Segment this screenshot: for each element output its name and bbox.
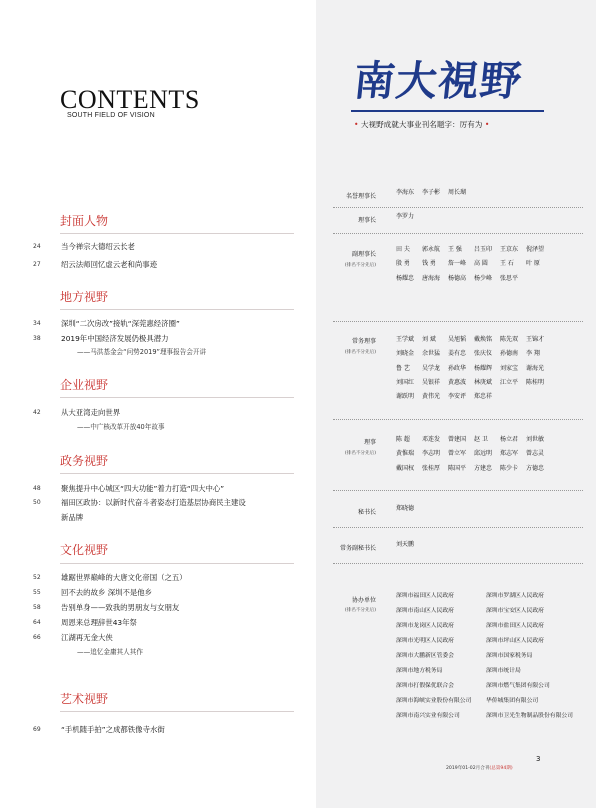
section-divider (60, 563, 294, 564)
member-name: 孙政华 (448, 364, 467, 372)
member-name: 杨立君 (500, 436, 519, 443)
dotted-divider (333, 321, 583, 322)
member-name: 唐海海 (422, 274, 441, 282)
cooperators-label: 协办单位 (351, 597, 376, 604)
page-number: 34 (33, 320, 41, 327)
member-name: 戴国权 (396, 464, 415, 472)
section-title: 封面人物 (60, 214, 109, 228)
page-number: 58 (33, 604, 41, 611)
section-divider (60, 233, 294, 234)
cooperator-name: 深圳市海峡实业股份有限公司 (396, 698, 472, 704)
toc-entry[interactable]: 福田区政协：以新时代奋斗者姿态打造基层协商民主建设 (61, 498, 246, 507)
logo-underline (351, 110, 544, 112)
cooperator-name: 深圳市统计局 (486, 668, 521, 674)
member-name: 陈国平 (448, 464, 467, 472)
board-role-label: 秘书长 (357, 509, 376, 516)
member-name: 姜有忠 (448, 350, 467, 358)
cooperators-column (396, 589, 471, 724)
cooperators-column (486, 589, 573, 724)
member-name: 陈桂明 (526, 378, 545, 386)
member-name: 谢海光 (526, 364, 545, 372)
cooperator-name: 华侨城集团有限公司 (486, 698, 539, 704)
member-name: 谢跃明 (396, 393, 415, 401)
member-name: 周长瑚 (448, 189, 467, 196)
page-number: 64 (33, 619, 41, 626)
issue-footer (446, 765, 513, 771)
section-title: 文化视野 (60, 543, 109, 557)
page-number: 52 (33, 574, 41, 581)
board-names (396, 502, 422, 516)
member-name: 吕玉印 (474, 246, 493, 253)
board-role-label: 名誉理事长 (345, 193, 376, 200)
toc-entry[interactable]: 告别单身——致我的男朋友与女朋友 (61, 603, 180, 612)
toc-entry[interactable]: 江湖再无金大侠 (61, 633, 113, 642)
member-name: 郑志军 (500, 450, 519, 458)
member-name: 吴银祥 (422, 378, 441, 386)
section-title: 政务视野 (60, 454, 109, 468)
member-name: 方建忠 (474, 464, 493, 472)
toc-entry-subtitle: ——追忆金庸其人其作 (77, 648, 143, 656)
member-name: 刘 斌 (422, 336, 436, 343)
dotted-divider (333, 207, 583, 208)
member-name: 李 翔 (526, 350, 540, 358)
member-name: 王学斌 (396, 336, 415, 343)
toc-entry[interactable]: 回不去的故乡 深圳不是他乡 (61, 588, 153, 597)
member-name: 陈少卡 (500, 464, 519, 472)
member-name: 李志明 (422, 450, 441, 458)
member-name: 李海东 (396, 189, 415, 196)
logo-text: 南大視野 (351, 57, 525, 105)
member-name: 鲁 艺 (396, 364, 410, 372)
dotted-divider (333, 563, 583, 564)
member-name: 郭永航 (422, 246, 441, 253)
toc-entry[interactable]: 当今禅宗大德绍云长老 (61, 242, 135, 251)
member-name: 王 强 (448, 246, 462, 253)
cooperator-name: 深圳市南兴实业有限公司 (396, 713, 460, 719)
board-names (396, 210, 422, 224)
member-name: 林庚斌 (474, 378, 493, 386)
bullet-icon: • (484, 120, 490, 129)
cooperator-name: 深圳市光明区人民政府 (396, 638, 454, 644)
member-name: 刘世敏 (526, 436, 545, 443)
dotted-divider (333, 233, 583, 234)
board-role-label: 理事长 (357, 217, 376, 224)
member-name: 王锦才 (526, 336, 545, 343)
contents-title: CONTENTS (60, 85, 200, 114)
section-divider (60, 309, 294, 310)
page-number: 48 (33, 485, 41, 492)
toc-entry[interactable]: 绍云法师回忆虚云老和尚事迹 (61, 260, 158, 269)
member-name: 李安评 (448, 393, 467, 401)
toc-entry[interactable]: 雄踞世界巅峰的大唐文化帝国（之五） (61, 573, 187, 582)
member-name: 李罗力 (396, 213, 415, 220)
member-name: 曾建国 (448, 436, 467, 443)
contents-subtitle: SOUTH FIELD OF VISION (67, 112, 155, 119)
member-name: 黄惟瑞 (396, 450, 415, 458)
section-title: 地方视野 (60, 290, 109, 304)
board-note: (排名不分先后) (344, 350, 376, 355)
member-name: 邓连发 (422, 436, 441, 443)
section-divider (60, 397, 294, 398)
toc-entry[interactable]: 深圳“二次房改”接轨“深莞惠经济圈” (61, 319, 180, 328)
cooperator-name: 深圳市地方税务局 (396, 668, 443, 674)
page-number-footer: 3 (536, 755, 541, 763)
member-name: 陈先双 (500, 336, 519, 343)
board-note: (排名不分先后) (344, 451, 376, 456)
member-name: 杨耀辉 (474, 364, 493, 372)
board-role-label: 常务副秘书长 (339, 545, 376, 552)
toc-entry[interactable]: 聚焦提升中心城区“四大功能”着力打造“四大中心” (61, 484, 225, 493)
cooperator-name: 深圳市福田区人民政府 (396, 593, 454, 599)
cooperator-name: 深圳市坪山区人民政府 (486, 638, 544, 644)
member-name: 吴学龙 (422, 364, 441, 372)
section-title: 企业视野 (60, 378, 109, 392)
board-role-label: 常务理事 (351, 338, 376, 345)
page-number: 55 (33, 589, 41, 596)
cooperator-name: 深圳市国家税务局 (486, 653, 533, 659)
member-name: 张庆仪 (474, 350, 493, 358)
cooperator-name: 深圳市打假保优联合会 (396, 683, 454, 689)
page-number: 42 (33, 409, 41, 416)
cooperator-name: 深圳市罗湖区人民政府 (486, 593, 544, 599)
member-name: 方德忠 (526, 464, 545, 472)
inscription (354, 119, 489, 130)
member-name: 张桂厚 (422, 464, 441, 472)
cooperator-name: 深圳市盐田区人民政府 (486, 623, 544, 629)
page-number: 38 (33, 335, 41, 342)
board-note: (排名不分先后) (344, 263, 376, 268)
member-name: 黄伟光 (422, 393, 441, 401)
section-divider (60, 473, 294, 474)
member-name: 王京东 (500, 246, 519, 253)
cooperators-note: (排名不分先后) (344, 608, 376, 613)
cooperator-name: 深圳市燃气集团有限公司 (486, 683, 550, 689)
board-names (396, 186, 474, 200)
page-number: 66 (33, 634, 41, 641)
member-name: 叶 原 (526, 260, 540, 268)
member-name: 赵 卫 (474, 436, 488, 443)
magazine-logo (351, 55, 542, 107)
cooperator-name: 深圳市龙岗区人民政府 (396, 623, 454, 629)
member-name: 刘国红 (396, 378, 415, 386)
member-name: 杨德高 (448, 274, 467, 282)
member-name: 江立平 (500, 378, 519, 386)
section-title: 艺术视野 (60, 692, 109, 706)
bullet-icon: • (354, 120, 359, 129)
toc-entry-subtitle: ——马洪基金会“问势2019”理事报告会开讲 (77, 348, 207, 356)
toc-entry[interactable]: “手机随手拍”之成都铁像寺水街 (61, 725, 165, 734)
member-name: 刘天鹏 (396, 541, 415, 548)
board-names (396, 538, 422, 552)
page-number: 27 (33, 261, 41, 268)
dotted-divider (333, 419, 583, 420)
cooperator-name: 深圳市南山区人民政府 (396, 608, 454, 614)
toc-entry[interactable]: 周恩来总理辞世43年祭 (61, 618, 137, 627)
member-name: 孙德南 (500, 350, 519, 358)
board-names (396, 433, 552, 476)
member-name: 高 圆 (474, 260, 488, 268)
member-name: 张思平 (500, 274, 519, 282)
member-name: 殷 勇 (396, 260, 410, 268)
member-name: 曾立军 (448, 450, 467, 458)
cooperator-name: 深圳市宝安区人民政府 (486, 608, 544, 614)
member-name: 戴焕铭 (474, 336, 493, 343)
member-name: 王 石 (500, 260, 514, 268)
page-number: 50 (33, 499, 41, 506)
board-role-label: 理事 (363, 439, 376, 446)
member-name: 刘晓金 (396, 350, 415, 358)
member-name: 刘家宝 (500, 364, 519, 372)
cooperator-name: 深圳市卫光生物制品股份有限公司 (486, 713, 573, 719)
member-name: 郑晓德 (396, 505, 415, 512)
inscription-text: 大视野成就大事业刊名题字：厉有为 (360, 120, 483, 129)
issue-date: 2019年01-02月合刊 (446, 766, 490, 771)
member-name: 倪泽望 (526, 246, 545, 253)
member-name: 邱远明 (474, 450, 493, 458)
member-name: 曾志灵 (526, 450, 545, 458)
section-divider (60, 711, 294, 712)
dotted-divider (333, 527, 583, 528)
board-names (396, 333, 552, 404)
member-name: 詹一峰 (448, 260, 467, 268)
member-name: 钱 勇 (422, 260, 436, 268)
member-name: 黄惠波 (448, 378, 467, 386)
page-number: 24 (33, 243, 41, 250)
member-name: 吴旭韬 (448, 336, 467, 343)
member-name: 杨少峰 (474, 274, 493, 282)
member-name: 杨耀忠 (396, 274, 415, 282)
member-name: 余世猛 (422, 350, 441, 358)
toc-entry-subtitle: ——中广核改革开放40年故事 (77, 423, 165, 431)
toc-entry[interactable]: 从大亚湾走向世界 (61, 408, 121, 417)
issue-number: (总第94期) (489, 766, 513, 771)
member-name: 郑忠祥 (474, 393, 493, 401)
member-name: 陈 超 (396, 436, 410, 443)
board-names (396, 243, 552, 286)
page-number: 69 (33, 726, 41, 733)
board-role-label: 副理事长 (351, 251, 376, 258)
toc-entry[interactable]: 2019年中国经济发展仍极具潜力 (61, 334, 169, 343)
cooperator-name: 深圳市大鹏新区管委会 (396, 653, 454, 659)
dotted-divider (333, 490, 583, 491)
member-name: 田 夫 (396, 246, 410, 253)
member-name: 李子彬 (422, 189, 441, 196)
toc-entry-continued: 新品牌 (61, 513, 84, 522)
